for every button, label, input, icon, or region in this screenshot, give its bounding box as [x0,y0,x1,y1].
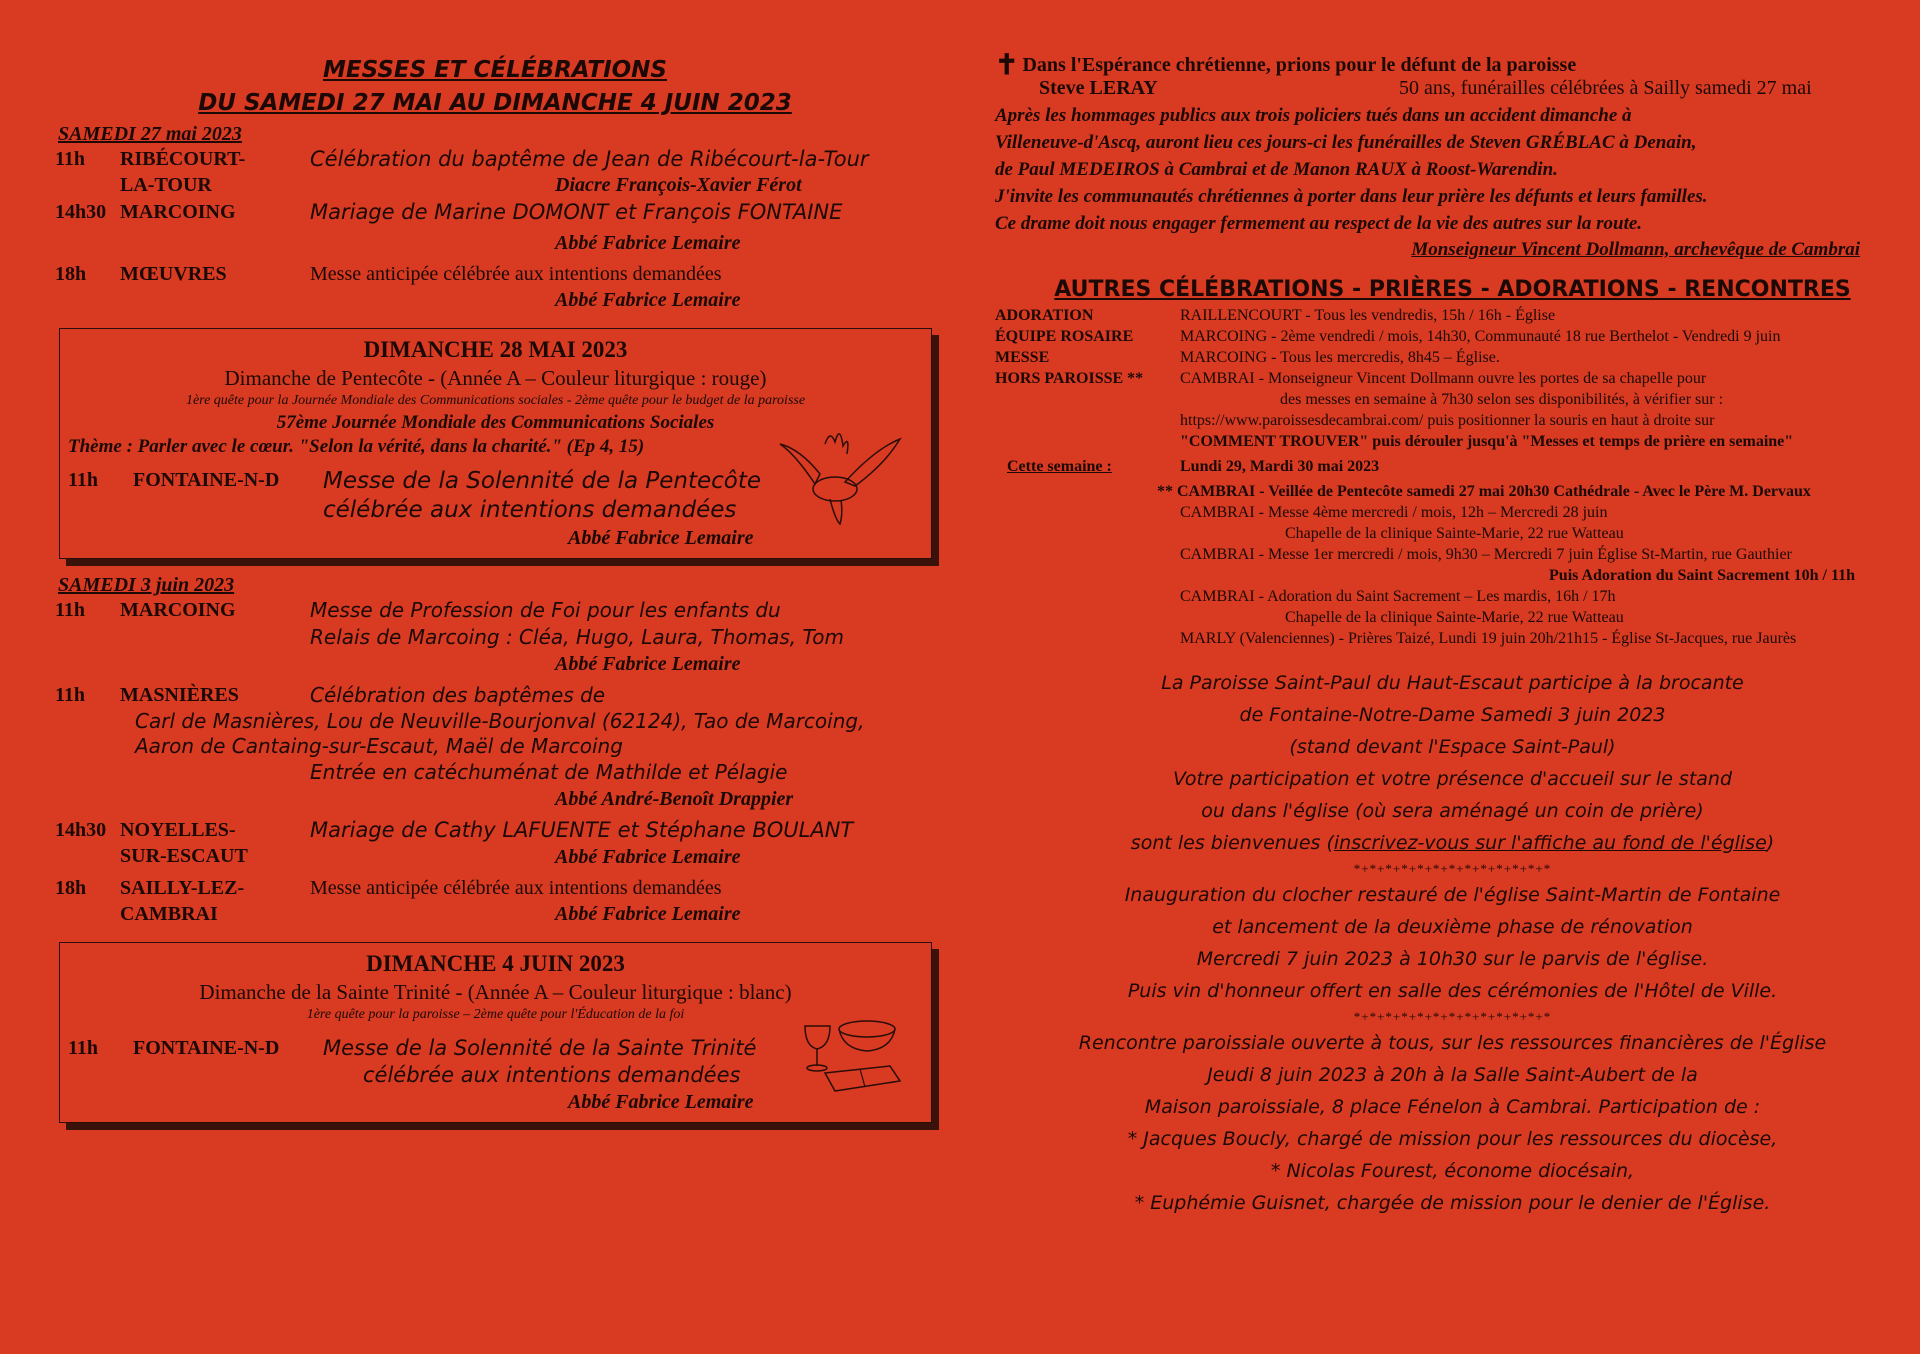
right-column [995,52,1910,1219]
autres-title: AUTRES CÉLÉBRATIONS - PRIÈRES - ADORATIONS - RENCONTRES [1054,277,1851,302]
brocante-block: La Paroisse Saint-Paul du Haut-Escaut participe à la brocante de Fontaine-Notre-Dame Samedi 3 juin 2023 (stand devant l'Espace Saint-Paul) Votre participation et votre présence d'accueil sur le stand ou dans l'église (où sera aménagé un coin de prière) sont les bienvenues (inscrivez-vous sur l'affiche au fond de l'église) [1130,672,1775,854]
cambrai-adoration: CAMBRAI - Adoration du Saint Sacrement – Les mardis, 16h / 17h [1180,588,1616,605]
quete-text: 1ère quête pour la paroisse – 2ème quête pour l'Éducation de la foi [306,1007,685,1022]
dove-icon [775,424,905,534]
event-moeuvres [55,261,935,287]
catechumenat: Entrée en catéchuménat de Mathilde et Pélagie [310,760,788,784]
separator-stars: *+*+*+*+*+*+*+*+*+*+*+*+* [1353,861,1552,876]
event-place: NOYELLES- SUR-ESCAUT [120,819,248,867]
website-link[interactable]: https://www.paroissesdecambrai.com/ puis positionner la souris en haut à droite sur [1180,412,1715,429]
sunday-title: DIMANCHE 28 MAI 2023 [363,337,628,362]
event-place: FONTAINE-N-D [133,1037,280,1059]
separator-stars: *+*+*+*+*+*+*+*+*+*+*+*+* [1353,1009,1552,1024]
event-desc: Messe de la Solennité de la Pentecôte célébrée aux intentions demandées [323,468,762,523]
event-time: 11h [55,684,86,706]
celebrant: Abbé Fabrice Lemaire [555,846,741,868]
event-place: MASNIÈRES [120,684,239,706]
left-column [55,52,935,1137]
celebrant: Abbé Fabrice Lemaire [555,232,741,254]
row-hors-paroisse: HORS PAROISSE ** CAMBRAI - Monseigneur Vincent Dollmann ouvre les portes de sa chapelle pour [995,370,1707,387]
celebrant: Abbé Fabrice Lemaire [555,289,741,311]
cross-icon: ✝ [995,50,1019,81]
cambrai-messe-4: CAMBRAI - Messe 4ème mercredi / mois, 12h – Mercredi 28 juin [1180,504,1608,521]
celebrant: Abbé Fabrice Lemaire [555,653,741,675]
event-desc: Messe anticipée célébrée aux intentions demandées [310,263,722,285]
celebrant: Abbé Fabrice Lemaire [568,1091,754,1113]
event-desc: Mariage de Marine DOMONT et François FONTAINE [310,200,843,224]
row-messe: MESSE MARCOING - Tous les mercredis, 8h45 – Église. [995,349,1500,366]
defunt-heading: ✝ Dans l'Espérance chrétienne, prions pour le défunt de la paroisse [995,50,1577,81]
row-rosaire: ÉQUIPE ROSAIRE MARCOING - 2ème vendredi / mois, 14h30, Communauté 18 rue Berthelot - Vendredi 9 juin [995,328,1781,345]
event-place: FONTAINE-N-D [133,469,280,491]
row-adoration: ADORATION RAILLENCOURT - Tous les vendredis, 15h / 16h - Église [995,307,1556,324]
theme-text: Thème : Parler avec le cœur. "Selon la vérité, dans la charité." (Ep 4, 15) [68,436,645,457]
event-time: 11h [68,1037,99,1059]
clinique-address: Chapelle de la clinique Sainte-Marie, 22 rue Watteau [1285,525,1624,542]
defunt-name: Steve LERAY [1039,77,1158,99]
celebrant: Abbé André-Benoît Drappier [555,788,794,810]
event-time: 11h [68,469,99,491]
event-place: MŒUVRES [120,263,227,285]
sunday-subtitle: Dimanche de Pentecôte - (Année A – Couleur liturgique : rouge) [224,366,767,390]
event-place: SAILLY-LEZ- CAMBRAI [120,877,245,925]
day-heading-samedi-3: SAMEDI 3 juin 2023 [58,574,235,596]
event-time: 18h [55,877,87,899]
signature: Monseigneur Vincent Dollmann, archevêque de Cambrai [1411,239,1860,260]
baptemes-list: Carl de Masnières, Lou de Neuville-Bourjonval (62124), Tao de Marcoing, Aaron de Cantaing-sur-Escaut, Maël de Marcoing [135,709,865,758]
cambrai-messe-1: CAMBRAI - Messe 1er mercredi / mois, 9h30 – Mercredi 7 juin Église St-Martin, rue Gauthier [1180,546,1792,563]
clinique-address: Chapelle de la clinique Sainte-Marie, 22 rue Watteau [1285,609,1624,626]
defunt-info: 50 ans, funérailles célébrées à Sailly samedi 27 mai [1399,77,1812,99]
sunday-box-28-mai [59,328,932,559]
event-desc: Messe de Profession de Foi pour les enfants du Relais de Marcoing : Cléa, Hugo, Laura, Thomas, Tom [310,598,844,649]
event-masnieres [55,682,935,709]
event-time: 14h30 [55,819,107,841]
hommage-text: Après les hommages publics aux trois policiers tués dans un accident dimanche à Villeneuve-d'Ascq, auront lieu ces jours-ci les funérailles de Steven GRÉBLAC à Denain, de Paul MEDEIROS à Cambrai et de Manon RAUX à Roost-Warendin. J'invite les communautés chrétiennes à porter dans leur prière les défunts et leurs familles. Ce drame doit nous engager fermement au respect de la vie des autres sur la route. [995,105,1708,234]
event-profession-foi [55,597,935,651]
chalice-icon [795,1011,905,1101]
event-time: 11h [55,599,86,621]
event-place: RIBÉCOURT- LA-TOUR [120,148,246,196]
event-noyelles-mariage [55,817,935,871]
hors-line-2: des messes en semaine à 7h30 selon ses disponibilités, à vérifier sur : [1280,391,1724,408]
event-time: 11h [55,148,86,170]
cambrai-veillee: ** CAMBRAI - Veillée de Pentecôte samedi 27 mai 20h30 Cathédrale - Avec le Père M. Dervaux [1157,483,1811,500]
row-semaine: Cette semaine : Lundi 29, Mardi 30 mai 2023 [1007,458,1380,475]
sunday-box-4-juin [59,942,932,1123]
defunt-row [995,75,1910,102]
event-time: 14h30 [55,201,107,223]
celebrant: Abbé Fabrice Lemaire [568,527,754,549]
quete-text: 1ère quête pour la Journée Mondiale des Communications sociales - 2ème quête pour le budget de la paroisse [185,393,806,408]
event-desc-wrap [310,875,935,928]
page-title: MESSES ET CÉLÉBRATIONS [322,57,667,83]
sunday-subtitle: Dimanche de la Sainte Trinité - (Année A – Couleur liturgique : blanc) [199,980,792,1004]
autres-table [995,305,1910,649]
adoration-suite: Puis Adoration du Saint Sacrement 10h / 11h [1549,567,1855,584]
event-sailly [55,875,935,928]
event-desc: Célébration des baptêmes de [310,683,606,707]
event-desc-wrap [310,817,935,871]
hors-line-4: "COMMENT TROUVER" puis dérouler jusqu'à "Messes et temps de prière en semaine" [1180,433,1794,450]
rencontre-block: Rencontre paroissiale ouverte à tous, sur les ressources financières de l'Église Jeudi 8 juin 2023 à 20h à la Salle Saint-Aubert de la Maison paroissiale, 8 place Fénelon à Cambrai. Participation de : * Jacques Boucly, chargé de mission pour les ressources du diocèse, * Nicolas Fourest, économe diocésain, * Euphémie Guisnet, chargée de mission pour le denier de l'Église. [1078,1032,1827,1214]
sunday-title: DIMANCHE 4 JUIN 2023 [366,951,625,976]
day-heading-samedi-27: SAMEDI 27 mai 2023 [58,123,242,145]
event-place: MARCOING [120,599,236,621]
marly-taize: MARLY (Valenciennes) - Prières Taizé, Lundi 19 juin 20h/21h15 - Église St-Jacques, rue Jaurès [1180,630,1797,647]
celebrant: Diacre François-Xavier Férot [555,174,802,196]
event-time: 18h [55,263,87,285]
event-ribecourt [55,146,935,198]
page-subtitle: DU SAMEDI 27 MAI AU DIMANCHE 4 JUIN 2023 [198,90,792,116]
event-place: MARCOING [120,201,236,223]
event-marcoing-mariage [55,199,935,226]
celebrant: Abbé Fabrice Lemaire [555,903,741,925]
event-desc: Mariage de Cathy LAFUENTE et Stéphane BOULANT [310,818,854,842]
clocher-block: Inauguration du clocher restauré de l'église Saint-Martin de Fontaine et lancement de la deuxième phase de rénovation Mercredi 7 juin 2023 à 10h30 sur le parvis de l'église. Puis vin d'honneur offert en salle des cérémonies de l'Hôtel de Ville. [1124,884,1781,1002]
event-desc: Messe anticipée célébrée aux intentions demandées [310,877,722,899]
event-desc: Messe de la Solennité de la Sainte Trinité célébrée aux intentions demandées [323,1036,757,1087]
journee-mondiale: 57ème Journée Mondiale des Communications Sociales [276,412,715,433]
event-desc: Célébration du baptême de Jean de Ribécourt-la-Tour [310,147,869,171]
